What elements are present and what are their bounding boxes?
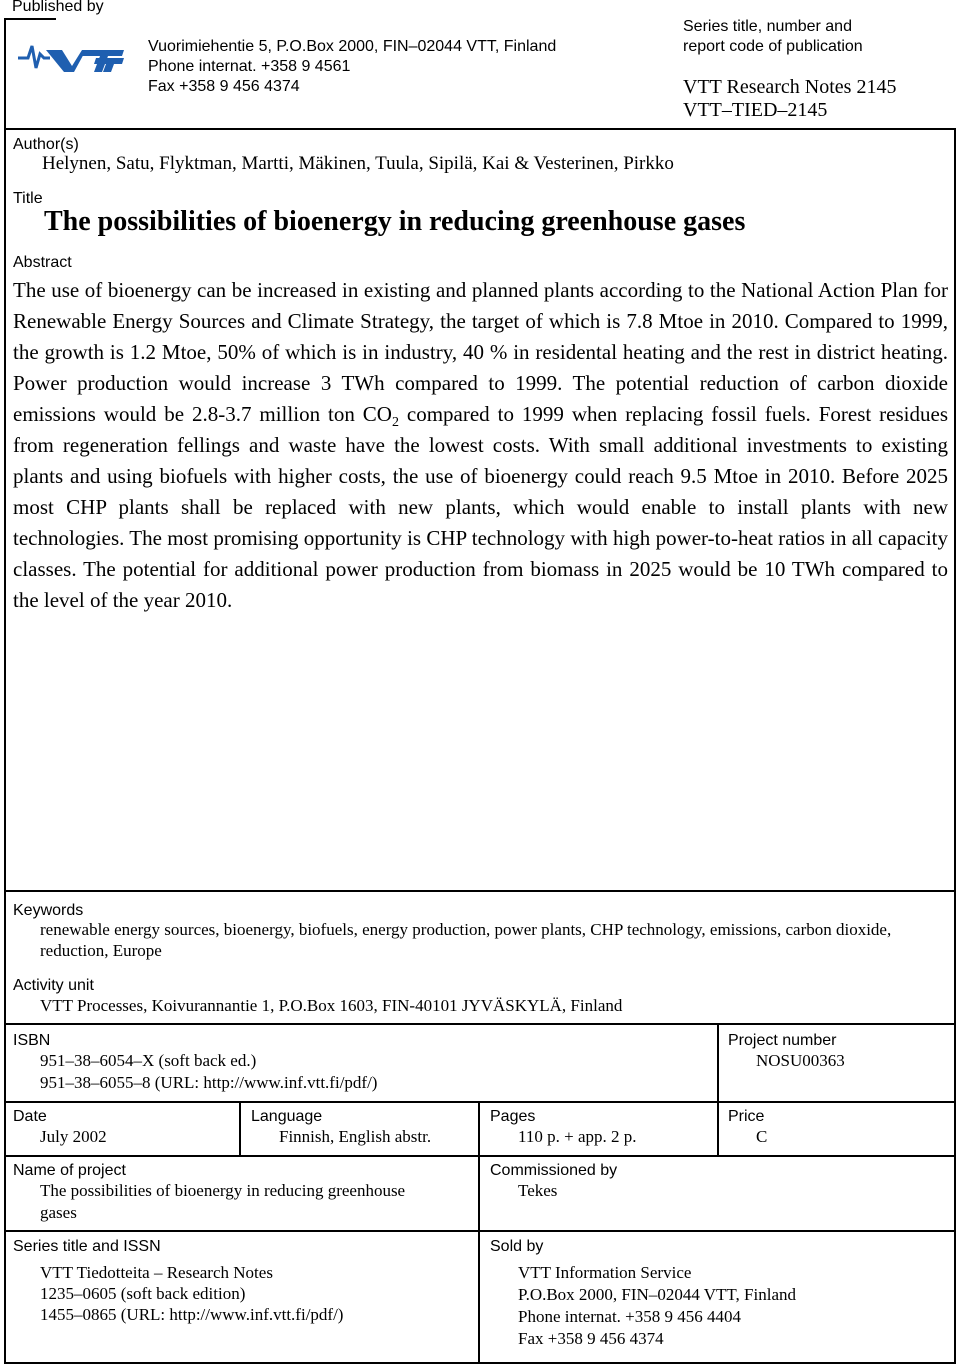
project-name-value-line2: gases [40,1203,77,1222]
isbn-project-divider [717,1023,719,1103]
title-label: Title [13,190,43,207]
frame-bottom-border [4,1362,956,1364]
sold-by-label: Sold by [490,1238,544,1255]
publisher-phone: Phone internat. +358 9 4561 [148,58,351,75]
project-name-label: Name of project [13,1162,126,1179]
authors-label: Author(s) [13,136,79,153]
sold-by-address: P.O.Box 2000, FIN–02044 VTT, Finland [518,1285,797,1304]
series-issn-label: Series title and ISSN [13,1238,161,1255]
published-by-label: Published by [12,0,104,15]
language-label: Language [251,1108,323,1125]
authors-value: Helynen, Satu, Flyktman, Martti, Mäkinen, Tuula, Sipilä, Kai & Vesterinen, Pirkko [42,153,674,174]
date-value: July 2002 [40,1127,107,1146]
frame-right-border [954,128,956,1364]
pages-label: Pages [490,1108,536,1125]
report-code: VTT–TIED–2145 [683,99,828,121]
sold-by-fax: Fax +358 9 456 4374 [518,1329,664,1348]
vtt-logo-icon [16,36,128,78]
keywords-label: Keywords [13,902,84,919]
date-language-divider [239,1101,241,1157]
series-number: VTT Research Notes 2145 [683,76,897,98]
abstract-text-part1: The use of bioenergy can be increased in existing and planned plants according to the National Action Plan for Renewable Energy Sources and Climate Strategy, the target of which is 7.8 Mtoe in 2010. Compared to 1999, the growth is 1.2 Mtoe, 50% of which is in industry, 40 % in residental heating and the rest in district heating. Power production would increase 3 TWh compared to 1999. The potential reduction of carbon dioxide emissions would be 2.8-3.7 million ton CO [13,278,948,426]
publisher-address [148,37,556,97]
date-label: Date [13,1108,47,1125]
price-label: Price [728,1108,765,1125]
series-issn-title: VTT Tiedotteita – Research Notes [40,1263,273,1282]
publication-title: The possibilities of bioenergy in reducing greenhouse gases [44,206,746,237]
abstract-label: Abstract [13,254,72,271]
isbn-date-divider [4,1101,956,1103]
keywords-value: renewable energy sources, bioenergy, biofuels, energy production, power plants, CHP technology, emissions, carbon dioxide, reduction, Europe [40,920,892,960]
issn-url: 1455–0865 (URL: http://www.inf.vtt.fi/pdf/) [40,1305,344,1324]
isbn-label: ISBN [13,1032,51,1049]
language-value: Finnish, English abstr. [279,1127,432,1146]
frame-top-border [4,18,56,20]
commissioned-by-label: Commissioned by [490,1162,618,1179]
language-pages-divider [478,1101,480,1364]
activity-isbn-divider [4,1023,956,1025]
vtt-logo [16,36,128,83]
publisher-fax: Fax +358 9 456 4374 [148,78,300,95]
commissioned-by-value: Tekes [518,1181,558,1200]
series-title-label [683,17,863,57]
pages-value: 110 p. + app. 2 p. [518,1127,637,1146]
isbn-url: 951–38–6055–8 (URL: http://www.inf.vtt.fi/pdf/) [40,1073,378,1092]
co2-subscript: 2 [391,415,399,431]
sold-by-name: VTT Information Service [518,1263,692,1282]
pages-price-divider [717,1101,719,1157]
abstract-keywords-divider [4,890,956,892]
series-title-label-line2: report code of publication [683,38,863,55]
project-name-value-line1: The possibilities of bioenergy in reducing greenhouse [40,1181,406,1200]
activity-unit-value: VTT Processes, Koivurannantie 1, P.O.Box 1603, FIN-40101 JYVÄSKYLÄ, Finland [40,996,623,1015]
price-value: C [756,1127,768,1146]
isbn-soft-back: 951–38–6054–X (soft back ed.) [40,1051,257,1070]
series-title-values [683,76,896,122]
abstract-text [13,275,948,616]
project-number-label: Project number [728,1032,837,1049]
sold-by-phone: Phone internat. +358 9 456 4404 [518,1307,742,1326]
publisher-address-line: Vuorimiehentie 5, P.O.Box 2000, FIN–02044 VTT, Finland [148,38,557,55]
series-title-label-line1: Series title, number and [683,18,852,35]
activity-unit-label: Activity unit [13,977,94,994]
issn-soft-back: 1235–0605 (soft back edition) [40,1284,246,1303]
header-divider [4,128,956,130]
date-row-bottom-divider [4,1155,956,1157]
abstract-text-part2: compared to 1999 when replacing fossil fuels. Forest residues from regeneration fellings and waste have the lowest costs. With small additional investments to existing plants and using biofuels with higher costs, the use of bioenergy could reach 9.5 Mtoe in 2010. Before 2025 most CHP plants shall be replaced with new plants, which would enable to install plants with new technologies. The most promising opportunity is CHP technology with high power-to-heat ratios in all capacity classes. The potential for additional power production from biomass in 2025 would be 10 TWh compared to the level of the year 2010. [13,402,948,612]
frame-left-border [4,18,6,1364]
project-number-value: NOSU00363 [756,1051,845,1070]
project-row-bottom-divider [4,1230,956,1232]
